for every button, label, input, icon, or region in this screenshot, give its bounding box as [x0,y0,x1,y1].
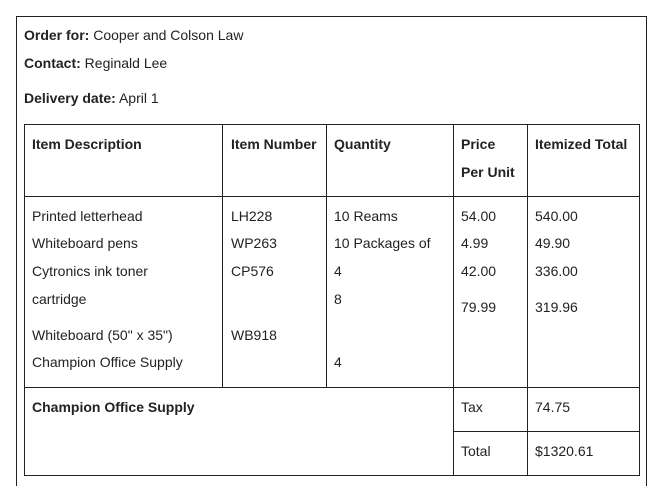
tax-divider [453,431,639,432]
description-cell: Whiteboard pens [32,235,138,251]
description-cell: Whiteboard (50" x 35") [32,327,173,343]
itemized-total-cell: 319.96 [535,299,578,315]
delivery-line [24,89,159,107]
col-divider-4 [527,125,528,475]
price-cell: 42.00 [461,263,497,279]
header-itemized-total: Itemized Total [535,136,628,152]
header-item-number: Item Number [231,136,317,152]
total-value: $1320.61 [535,443,594,459]
order-for-label: Order for: [24,27,90,43]
total-label: Total [461,443,491,459]
header-price-line2: Per Unit [461,164,515,180]
price-cell: 54.00 [461,208,497,224]
tax-label: Tax [461,399,483,415]
price-cell: 79.99 [461,299,497,315]
header-divider [25,196,639,197]
contact-value: Reginald Lee [84,55,168,71]
itemized-total-cell: 49.90 [535,235,571,251]
delivery-value: April 1 [118,90,159,106]
col-divider-1 [222,125,223,388]
col-divider-2 [326,125,327,388]
col-divider-3 [453,125,454,475]
item-number-cell: CP576 [231,263,274,279]
contact-line [24,54,167,72]
quantity-cell: 10 Reams [334,208,398,224]
quantity-cell: 8 [334,291,342,307]
order-for-value: Cooper and Colson Law [93,27,244,43]
quantity-cell: 4 [334,263,342,279]
body-divider [25,387,639,388]
header-price-line1: Price [461,136,496,152]
itemized-total-cell: 540.00 [535,208,578,224]
quantity-cell: 4 [334,354,342,370]
header-quantity: Quantity [334,136,391,152]
contact-label: Contact: [24,55,81,71]
header-description: Item Description [32,136,142,152]
item-number-cell: WB918 [231,327,277,343]
description-cell: Cytronics ink toner [32,263,148,279]
item-number-cell: LH228 [231,208,273,224]
itemized-total-cell: 336.00 [535,263,578,279]
footer-vendor: Champion Office Supply [32,399,195,415]
delivery-label: Delivery date: [24,90,116,106]
quantity-cell: 10 Packages of [334,235,431,251]
order-table [24,124,640,476]
order-for-line [24,26,243,44]
tax-value: 74.75 [535,399,571,415]
description-cell: cartridge [32,291,87,307]
description-cell: Printed letterhead [32,208,143,224]
description-cell: Champion Office Supply [32,354,183,370]
price-cell: 4.99 [461,235,489,251]
item-number-cell: WP263 [231,235,277,251]
